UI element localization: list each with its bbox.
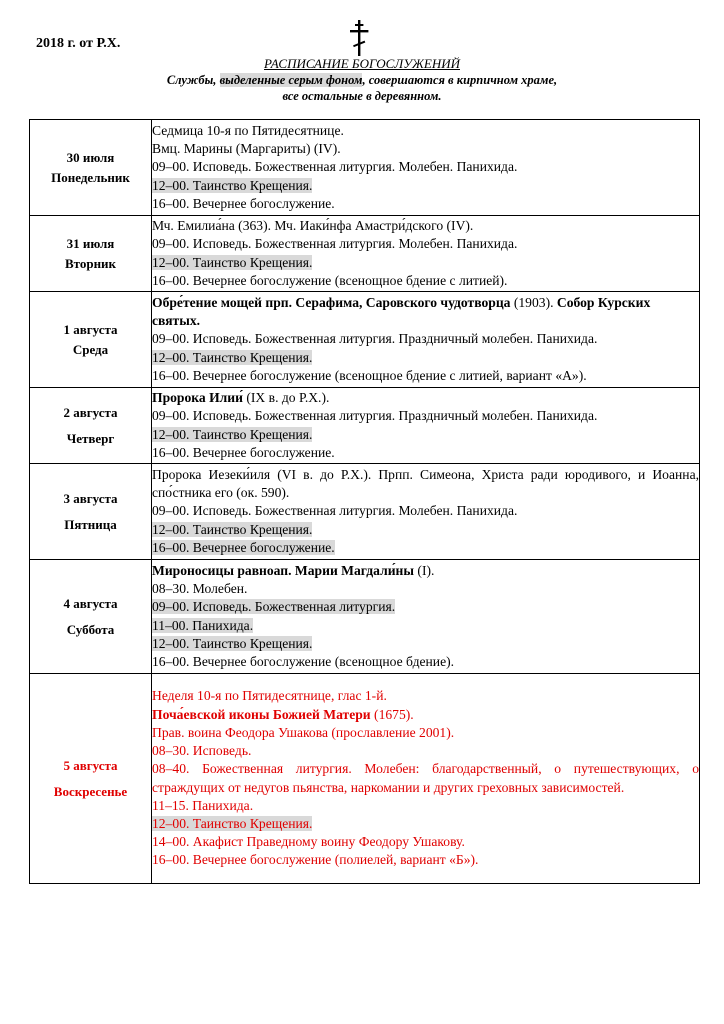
brick-church-highlight: 12–00. Таинство Крещения. [152, 815, 313, 831]
service-line: 09–00. Исповедь. Божественная литургия. Праздничный молебен. Панихида. [152, 331, 598, 347]
feast-year: (I). [414, 562, 435, 578]
day-date: 4 августа [63, 595, 118, 611]
service-line: 16–00. Вечернее богослужение (всенощное бдение). [152, 653, 455, 669]
day-weekday: Воскресенье [53, 783, 128, 799]
brick-church-highlight: 12–00. Таинство Крещения. [152, 635, 313, 651]
services-cell [152, 120, 700, 216]
service-line: 09–00. Исповедь. Божественная литургия. Праздничный молебен. Панихида. [152, 408, 598, 424]
services-cell [152, 216, 700, 292]
day-cell [30, 674, 152, 884]
day-weekday: Вторник [64, 255, 117, 271]
day-weekday: Среда [72, 341, 109, 357]
service-line: 14–00. Акафист Праведному воину Феодору Ушакову. [152, 834, 465, 850]
day-date: 5 августа [63, 757, 118, 773]
service-line [152, 706, 699, 724]
service-line: Вмц. Марины (Маргариты) (IV). [152, 141, 341, 157]
day-cell [30, 120, 152, 216]
brick-church-highlight: 12–00. Таинство Крещения. [152, 177, 313, 193]
day-row-aug2 [30, 388, 700, 464]
day-cell [30, 292, 152, 388]
services-cell [152, 292, 700, 388]
schedule-table [29, 119, 700, 884]
day-row-aug4 [30, 560, 700, 674]
day-weekday: Суббота [66, 621, 115, 637]
service-line: 09–00. Исповедь. Божественная литургия. Молебен. Панихида. [152, 236, 518, 252]
day-weekday: Четверг [66, 430, 115, 446]
note-prefix: Службы, [166, 73, 220, 87]
service-line: 08–40. Божественная литургия. Молебен: благодарственный, о путешествующих, о страждущих от недугов пьянства, наркомании и других греховных зависимостей. [152, 761, 699, 795]
year-label: 2018 г. от Р.Х. [36, 36, 121, 51]
service-line: 16–00. Вечернее богослужение (всенощное бдение с литией, вариант «А»). [152, 367, 587, 383]
feast-year: (1675). [370, 706, 414, 722]
service-line: 08–30. Исповедь. [152, 743, 252, 759]
service-line [152, 294, 699, 330]
day-cell [30, 560, 152, 674]
brick-church-highlight: 12–00. Таинство Крещения. [152, 426, 313, 442]
note-suffix: , совершаются в кирпичном храме, [362, 73, 558, 87]
feast-name: Поча́евской иконы Божией Матери [152, 706, 371, 722]
services-cell [152, 464, 700, 560]
schedule-heading [0, 56, 724, 104]
day-cell [30, 464, 152, 560]
day-row-aug3 [30, 464, 700, 560]
brick-church-highlight: 12–00. Таинство Крещения. [152, 521, 313, 537]
service-line [152, 635, 699, 653]
service-line: 16–00. Вечернее богослужение. [152, 444, 335, 460]
feast-name: Собор Курских святых. [152, 294, 651, 329]
heading-note [0, 72, 724, 88]
service-line [152, 562, 699, 580]
service-line [152, 617, 699, 635]
note-highlight: выделенные серым фоном [219, 73, 363, 87]
services-cell [152, 388, 700, 464]
service-line [152, 349, 699, 367]
orthodox-cross-icon [348, 20, 370, 56]
day-weekday: Понедельник [51, 169, 130, 185]
service-line [152, 426, 699, 444]
service-line [152, 539, 699, 557]
service-line: 11–15. Панихида. [152, 797, 254, 813]
service-line [152, 389, 699, 407]
service-line: 16–00. Вечернее богослужение (всенощное бдение с литией). [152, 272, 508, 288]
brick-church-highlight: 12–00. Таинство Крещения. [152, 349, 313, 365]
day-row-aug5 [30, 674, 700, 884]
page-title: РАСПИСАНИЕ БОГОСЛУЖЕНИЙ [263, 56, 460, 71]
service-line: 09–00. Исповедь. Божественная литургия. Молебен. Панихида. [152, 159, 518, 175]
day-weekday: Пятница [64, 516, 117, 532]
feast-year: (1903). [510, 294, 557, 310]
service-line: Прав. воина Феодора Ушакова (прославление 2001). [152, 724, 455, 740]
service-line [152, 521, 699, 539]
day-date: 3 августа [63, 490, 118, 506]
day-cell [30, 216, 152, 292]
day-date: 1 августа [63, 321, 118, 337]
service-line: Пророка Иезеки́иля (VI в. до Р.Х.). Прпп. Симеона, Христа ради юродивого, и Иоанна, спо́стника его (ок. 590). [152, 466, 699, 501]
heading-note-line2: все остальные в деревянном. [282, 89, 442, 103]
service-line [152, 177, 699, 195]
day-row-aug1 [30, 292, 700, 388]
service-line [152, 254, 699, 272]
service-line: 16–00. Вечернее богослужение (полиелей, вариант «Б»). [152, 852, 479, 868]
day-date: 31 июля [66, 235, 115, 251]
feast-name: Обре́тение мощей прп. Серафима, Саровского чудотворца [152, 294, 511, 310]
service-line: Седмица 10-я по Пятидесятнице. [152, 122, 344, 138]
day-date: 30 июля [66, 149, 115, 165]
brick-church-highlight: 16–00. Вечернее богослужение. [152, 539, 335, 555]
feast-year: (IX в. до Р.Х.). [242, 390, 330, 406]
feast-name: Пророка Илии́ [152, 390, 243, 406]
services-cell [152, 674, 700, 884]
day-row-jul31 [30, 216, 700, 292]
brick-church-highlight: 12–00. Таинство Крещения. [152, 254, 313, 270]
day-cell [30, 388, 152, 464]
brick-church-highlight: 11–00. Панихида. [152, 617, 254, 633]
service-line [152, 815, 699, 833]
service-line: 08–30. Молебен. [152, 581, 248, 597]
services-cell [152, 560, 700, 674]
day-row-jul30 [30, 120, 700, 216]
service-line: Мч. Емилиа́на (363). Мч. Иаки́нфа Амастри́дского (IV). [152, 218, 474, 234]
brick-church-highlight: 09–00. Исповедь. Божественная литургия. [152, 599, 396, 615]
service-line: Неделя 10-я по Пятидесятнице, глас 1-й. [152, 688, 387, 704]
service-line: 09–00. Исповедь. Божественная литургия. Молебен. Панихида. [152, 503, 518, 519]
day-date: 2 августа [63, 404, 118, 420]
service-line: 16–00. Вечернее богослужение. [152, 195, 335, 211]
feast-name: Мироносицы равноап. Марии Магдали́ны [152, 562, 415, 578]
service-line [152, 598, 699, 616]
